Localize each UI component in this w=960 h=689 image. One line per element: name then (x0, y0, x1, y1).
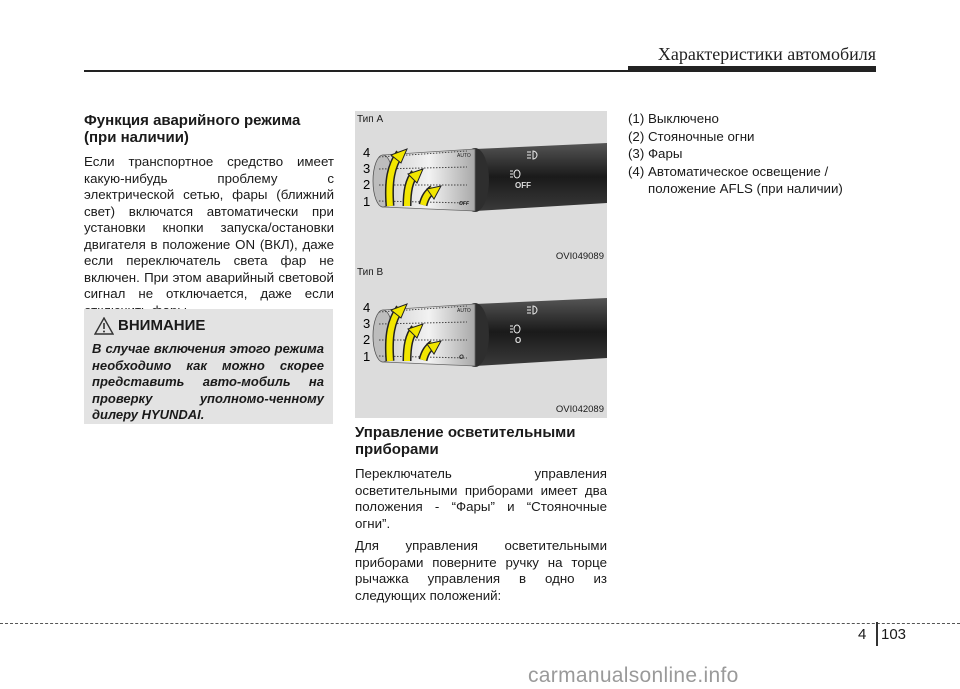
watermark: carmanualsonline.info (528, 664, 739, 687)
stalk-label-off: OFF (515, 181, 531, 190)
chapter-number: 4 (858, 626, 867, 643)
figure-a-label: Тип A (357, 114, 384, 125)
position-label-4: 4 (363, 145, 371, 160)
warning-title: ВНИМАНИЕ (118, 317, 206, 334)
list-item: (4) Автоматическое освещение / положение AFLS (при наличии) (628, 163, 843, 196)
position-label-3: 3 (363, 161, 371, 176)
footer-tick (876, 622, 878, 646)
footer-rule (0, 623, 960, 624)
list-item: (3) Фары (628, 146, 683, 161)
switch-label-auto: AUTO (457, 153, 471, 159)
figure-b-label: Тип B (357, 267, 384, 278)
figure-a-code: OVI049089 (555, 251, 604, 262)
warning-text: В случае включения этого режима необходимо как можно скорее представить авто-мобиль на проверку уполномо-ченному дилеру HYUNDAI. (92, 341, 324, 422)
stalk-illustration-a (355, 111, 607, 265)
lighting-paragraph-1: Переключатель управления осветительными приборами имеет два положения - “Фары” и “Стояночные огни”. (355, 466, 607, 531)
list-item: (2) Стояночные огни (628, 128, 755, 144)
position-label-1: 1 (363, 194, 371, 209)
position-label-2: 2 (363, 332, 371, 347)
emergency-text: Если транспортное средство имеет какую-нибудь проблему с электрической сетью, фары (ближний свет) включатся автоматически при установки кнопки запуска/остановки двигателя в положение ON (ВКЛ), даже если переключатель света фар не включен. При этом аварийный световой сигнал не отключается, даже если (84, 154, 334, 301)
stalk-illustration-b (355, 264, 607, 418)
position-label-3: 3 (363, 316, 371, 331)
figure-b-code: OVI042089 (555, 404, 604, 415)
figure-type-a (355, 111, 607, 265)
emergency-title: Функция аварийного режима (при наличии) (84, 112, 301, 146)
warning-box (84, 309, 333, 424)
switch-label-o: O (459, 355, 464, 361)
position-label-1: 1 (363, 349, 371, 364)
lighting-title: Управление осветительными приборами (355, 424, 576, 458)
stalk-label-o: O (515, 336, 522, 345)
position-label-4: 4 (363, 300, 371, 315)
switch-label-off: OFF (459, 201, 469, 207)
page-header-title: Характеристики автомобиля (657, 44, 876, 64)
switch-label-auto: AUTO (457, 308, 471, 314)
header-rule-accent (628, 66, 876, 72)
list-item: (1) Выключено (628, 111, 719, 126)
column-middle (355, 424, 607, 610)
column-left (84, 112, 334, 325)
position-label-2: 2 (363, 177, 371, 192)
lighting-paragraph-2: Для управления осветительными приборами поверните ручку на торце рычажка управления в одно из следующих положений: (355, 538, 607, 603)
warning-triangle-icon (94, 317, 114, 335)
column-right (628, 110, 878, 198)
figure-type-b (355, 264, 607, 418)
page-number: 103 (881, 626, 907, 643)
